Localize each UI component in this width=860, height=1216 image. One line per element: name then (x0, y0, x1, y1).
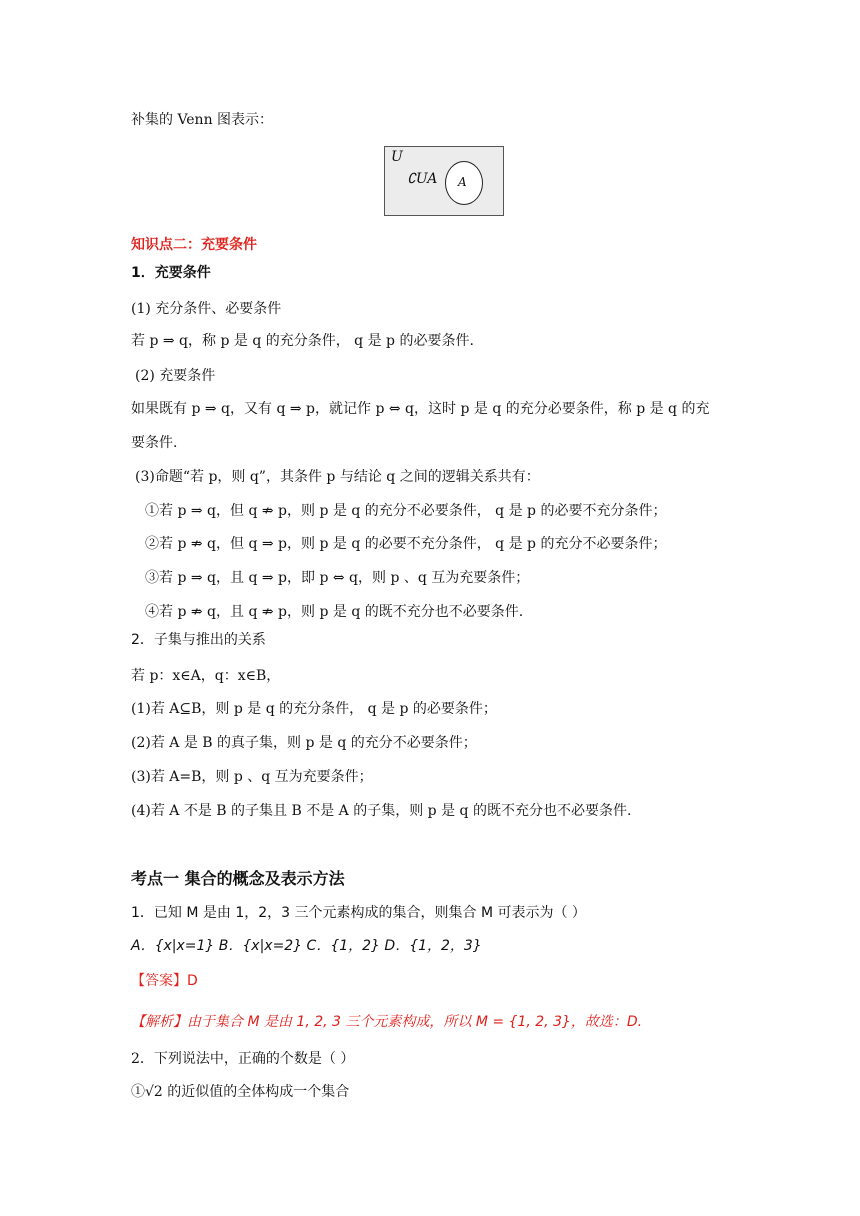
relation-item: (3)若 A=B，则 p 、q 互为充要条件； (131, 769, 373, 785)
case-item: ①若 p ⇒ q，但 q ⇏ p，则 p 是 q 的充分不必要条件， q 是 p 的必要不充分条件； (145, 503, 667, 519)
case-item: ②若 p ⇏ q，但 q ⇒ p，则 p 是 q 的必要不充分条件， q 是 p 的充分不必要条件； (145, 536, 667, 552)
relation-item: (2)若 A 是 B 的真子集，则 p 是 q 的充分不必要条件； (131, 735, 477, 751)
paragraph-title-1: (1) 充分条件、必要条件 (131, 301, 282, 317)
answer: 【答案】D (131, 973, 198, 989)
section-heading-kd1: 考点一 集合的概念及表示方法 (131, 869, 345, 888)
venn-diagram (384, 146, 504, 216)
venn-set-label: A (458, 175, 467, 189)
section-heading-kp2: 知识点二：充要条件 (131, 237, 257, 253)
question-1: 1．已知 M 是由 1，2，3 三个元素构成的集合，则集合 M 可表示为（ ） (131, 905, 586, 921)
relation-item: (4)若 A 不是 B 的子集且 B 不是 A 的子集，则 p 是 q 的既不充分也不必要条件. (131, 803, 632, 819)
paragraph-text-1: 若 p ⇒ q，称 p 是 q 的充分条件， q 是 p 的必要条件. (131, 333, 474, 349)
case-item: ④若 p ⇏ q，且 q ⇏ p，则 p 是 q 的既不充分也不必要条件. (145, 604, 524, 620)
venn-universe-label: U (391, 149, 403, 165)
venn-intro: 补集的 Venn 图表示： (131, 112, 274, 128)
analysis: 【解析】由于集合 M 是由 1, 2, 3 三个元素构成，所以 M = {1, 2, 3}，故选：D. (131, 1014, 643, 1030)
case-item: ③若 p ⇒ q，且 q ⇒ p，即 p ⇔ q，则 p 、q 互为充要条件； (145, 570, 530, 586)
subheading-1: 1．充要条件 (131, 265, 211, 281)
venn-complement-label: ∁UA (407, 171, 438, 187)
question-2: 2．下列说法中，正确的个数是（ ） (131, 1051, 355, 1067)
subheading-2-intro: 若 p：x∈A，q：x∈B， (131, 668, 281, 684)
paragraph-text-2a: 如果既有 p ⇒ q，又有 q ⇒ p，就记作 p ⇔ q，这时 p 是 q 的充分必要条件，称 p 是 q 的充 (131, 401, 710, 417)
paragraph-title-2: (2) 充要条件 (135, 368, 216, 384)
paragraph-title-3: (3)命题“若 p，则 q”，其条件 p 与结论 q 之间的逻辑关系共有： (135, 469, 540, 485)
relation-item: (1)若 A⊆B，则 p 是 q 的充分条件， q 是 p 的必要条件； (131, 701, 497, 717)
paragraph-text-2b: 要条件. (131, 435, 178, 451)
question-1-options: A．{x|x=1} B．{x|x=2} C．{1，2} D．{1，2，3} (131, 938, 482, 954)
question-2-item-1: ①√2 的近似值的全体构成一个集合 (131, 1084, 350, 1100)
subheading-2: 2．子集与推出的关系 (131, 632, 266, 648)
